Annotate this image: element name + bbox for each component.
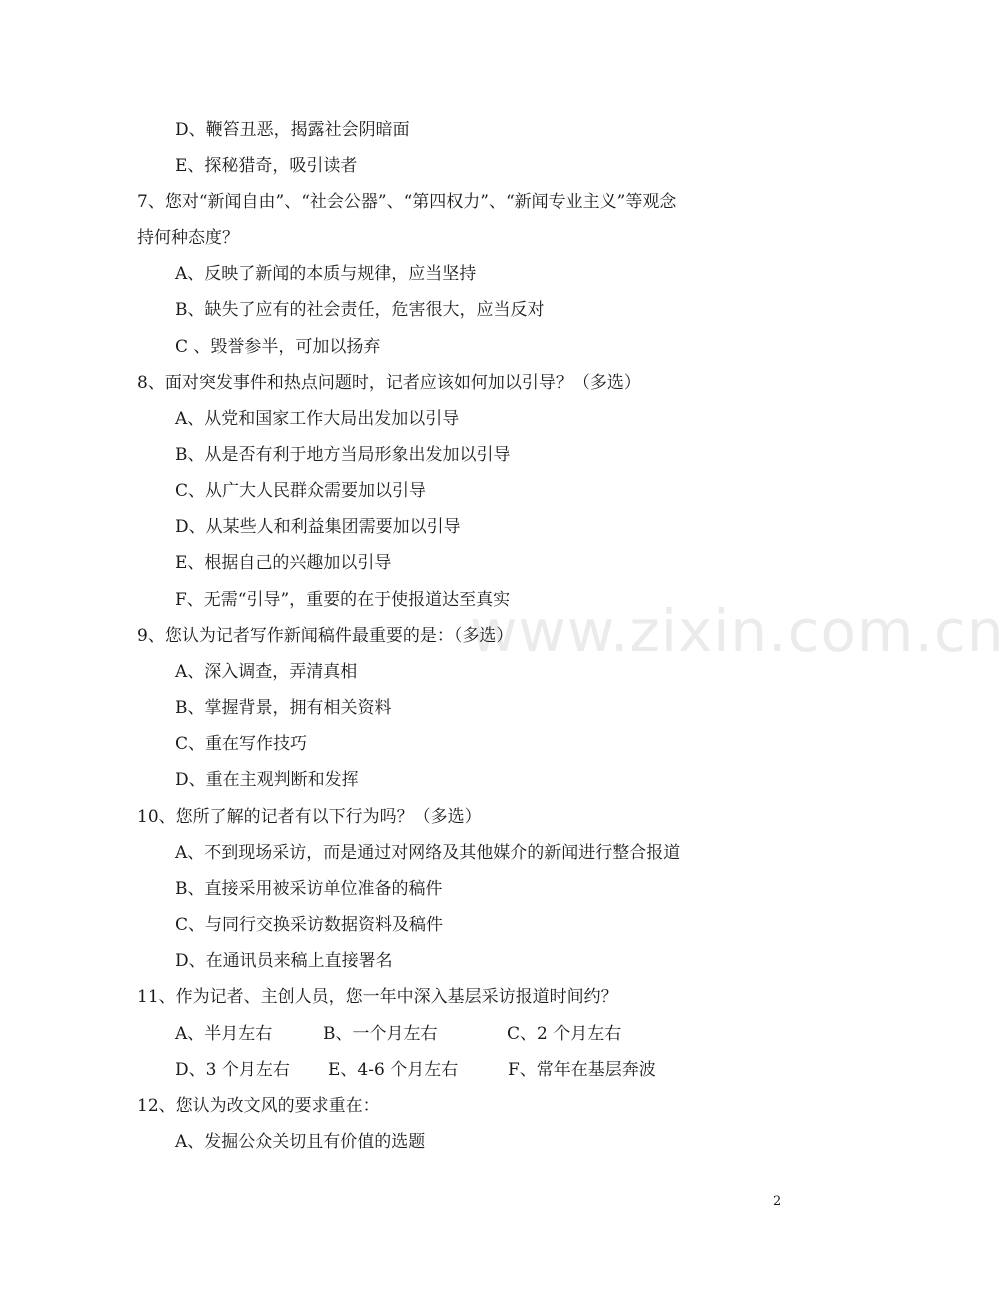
q11-option-e: E、4-6 个月左右 (328, 1060, 459, 1080)
q10-option-b: B、直接采用被采访单位准备的稿件 (175, 879, 443, 899)
question-12: 12、您认为改文风的要求重在： (137, 1096, 380, 1116)
q9-option-c: C、重在写作技巧 (175, 734, 308, 754)
q8-option-b: B、从是否有利于地方当局形象出发加以引导 (175, 445, 511, 465)
q8-option-e: E、根据自己的兴趣加以引导 (175, 553, 392, 573)
q6-option-d: D、鞭笞丑恶，揭露社会阴暗面 (175, 120, 410, 140)
q7-option-a: A、反映了新闻的本质与规律，应当坚持 (175, 264, 477, 284)
q10-option-c: C、与同行交换采访数据资料及稿件 (175, 915, 444, 935)
watermark: www.zixin.com.cn (470, 597, 1005, 665)
q10-option-a: A、不到现场采访，而是通过对网络及其他媒介的新闻进行整合报道 (175, 843, 681, 863)
q11-option-a: A、半月左右 (175, 1024, 273, 1044)
q10-option-d: D、在通讯员来稿上直接署名 (175, 951, 393, 971)
q11-option-d: D、3 个月左右 (175, 1060, 290, 1080)
q9-option-a: A、深入调查，弄清真相 (175, 662, 358, 682)
question-7-continued: 持何种态度？ (137, 228, 239, 248)
question-7: 7、您对“新闻自由”、“社会公器”、“第四权力”、“新闻专业主义”等观念 (137, 192, 677, 212)
question-8: 8、面对突发事件和热点问题时，记者应该如何加以引导？（多选） (137, 373, 641, 393)
question-9: 9、您认为记者写作新闻稿件最重要的是：（多选） (137, 626, 514, 646)
q12-option-a: A、发掘公众关切且有价值的选题 (175, 1132, 426, 1152)
question-10: 10、您所了解的记者有以下行为吗？（多选） (137, 807, 482, 827)
q11-option-c: C、2 个月左右 (507, 1024, 622, 1044)
q6-option-e: E、探秘猎奇，吸引读者 (175, 156, 358, 176)
q9-option-d: D、重在主观判断和发挥 (175, 770, 359, 790)
q11-option-b: B、一个月左右 (323, 1024, 438, 1044)
q11-option-f: F、常年在基层奔波 (508, 1060, 656, 1080)
q7-option-b: B、缺失了应有的社会责任，危害很大，应当反对 (175, 300, 545, 320)
page-number: 2 (773, 1194, 782, 1209)
question-11: 11、作为记者、主创人员，您一年中深入基层采访报道时间约？ (137, 987, 618, 1007)
q8-option-d: D、从某些人和利益集团需要加以引导 (175, 517, 461, 537)
q8-option-c: C、从广大人民群众需要加以引导 (175, 481, 427, 501)
q9-option-b: B、掌握背景，拥有相关资料 (175, 698, 392, 718)
q8-option-f: F、无需“引导”，重要的在于使报道达至真实 (175, 590, 511, 610)
q8-option-a: A、从党和国家工作大局出发加以引导 (175, 409, 460, 429)
q7-option-c: C 、毁誉参半，可加以扬弃 (175, 337, 381, 357)
